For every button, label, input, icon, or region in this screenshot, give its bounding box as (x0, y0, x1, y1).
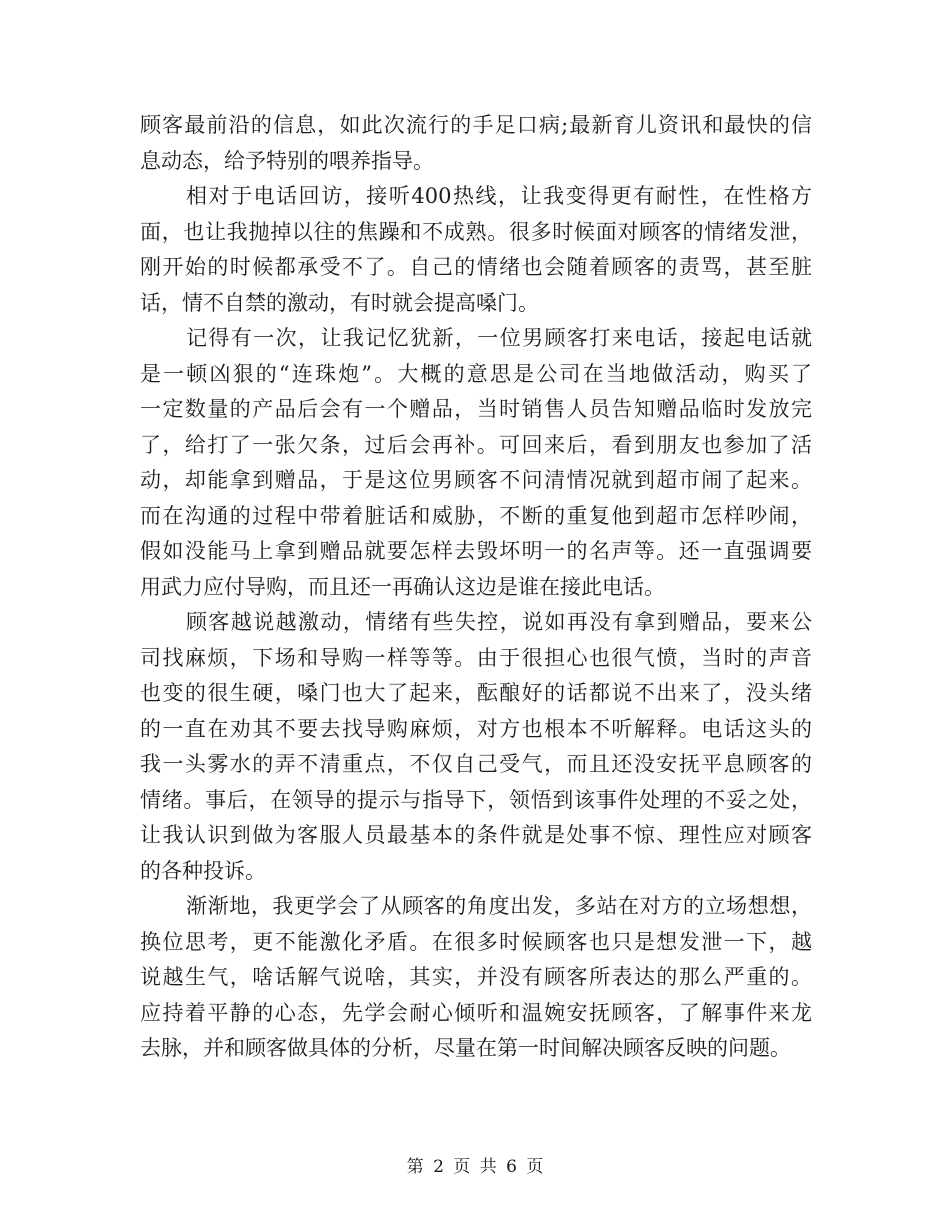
text-line: 顾客越说越激动，情绪有些失控，说如再没有拿到赠品，要来公 (186, 610, 812, 634)
text-line: 情绪。事后，在领导的提示与指导下，领悟到该事件处理的不妥之处， (140, 787, 812, 812)
text-line: 我一头雾水的弄不清重点，不仅自己受气，而且还没安抚平息顾客的 (140, 752, 812, 776)
text-line: 应持着平静的心态，先学会耐心倾听和温婉安抚顾客，了解事件来龙 (140, 1000, 812, 1025)
text-line: 相对于电话回访，接听400热线，让我变得更有耐性，在性格方 (186, 184, 812, 208)
text-line: 说越生气，啥话解气说啥，其实，并没有顾客所表达的那么严重的。 (140, 965, 812, 989)
text-line: 用武力应付导购，而且还一再确认这边是谁在接此电话。 (140, 574, 665, 599)
paragraph (140, 605, 812, 889)
text-line: 动，却能拿到赠品，于是这位男顾客不问清情况就到超市闹了起来。 (140, 468, 812, 492)
paragraph (140, 179, 812, 321)
text-line: 的一直在劝其不要去找导购麻烦，对方也根本不听解释。电话这头的 (140, 716, 812, 741)
page-footer: 第 2 页 共 6 页 (406, 1157, 544, 1177)
text-line: 渐渐地，我更学会了从顾客的角度出发，多站在对方的立场想想， (186, 894, 812, 918)
text-line: 去脉，并和顾客做具体的分析，尽量在第一时间解决顾客反映的问题。 (140, 1036, 791, 1060)
paragraph (140, 321, 812, 605)
text-line: 刚开始的时候都承受不了。自己的情绪也会随着顾客的责骂，甚至脏 (140, 255, 812, 279)
paragraph (140, 889, 812, 1067)
text-line: 而在沟通的过程中带着脏话和威胁，不断的重复他到超市怎样吵闹， (140, 503, 812, 528)
text-line: 让我认识到做为客服人员最基本的条件就是处事不惊、理性应对顾客 (140, 823, 812, 847)
text-line: 顾客最前沿的信息，如此次流行的手足口病;最新育儿资讯和最快的信 (140, 113, 812, 137)
text-line: 司找麻烦，下场和导购一样等等。由于很担心也很气愤，当时的声音 (140, 645, 812, 670)
text-line: 的各种投诉。 (140, 858, 266, 883)
text-line: 换位思考，更不能激化矛盾。在很多时候顾客也只是想发泄一下，越 (140, 929, 812, 954)
text-line: 息动态，给予特别的喂养指导。 (140, 148, 434, 173)
document-body (140, 108, 812, 1067)
text-line: 假如没能马上拿到赠品就要怎样去毁坏明一的名声等。还一直强调要 (140, 539, 812, 563)
text-line: 了，给打了一张欠条，过后会再补。可回来后，看到朋友也参加了活 (140, 432, 812, 457)
text-line: 话，情不自禁的激动，有时就会提高嗓门。 (140, 290, 539, 315)
paragraph (140, 108, 812, 179)
text-line: 面，也让我抛掉以往的焦躁和不成熟。很多时候面对顾客的情绪发泄， (140, 219, 812, 244)
text-line: 记得有一次，让我记忆犹新，一位男顾客打来电话，接起电话就 (186, 326, 812, 350)
text-line: 是一顿凶狠的“连珠炮”。大概的意思是公司在当地做活动，购买了 (140, 361, 812, 386)
text-line: 也变的很生硬，嗓门也大了起来，酝酿好的话都说不出来了，没头绪 (140, 681, 812, 705)
text-line: 一定数量的产品后会有一个赠品，当时销售人员告知赠品临时发放完 (140, 397, 812, 421)
